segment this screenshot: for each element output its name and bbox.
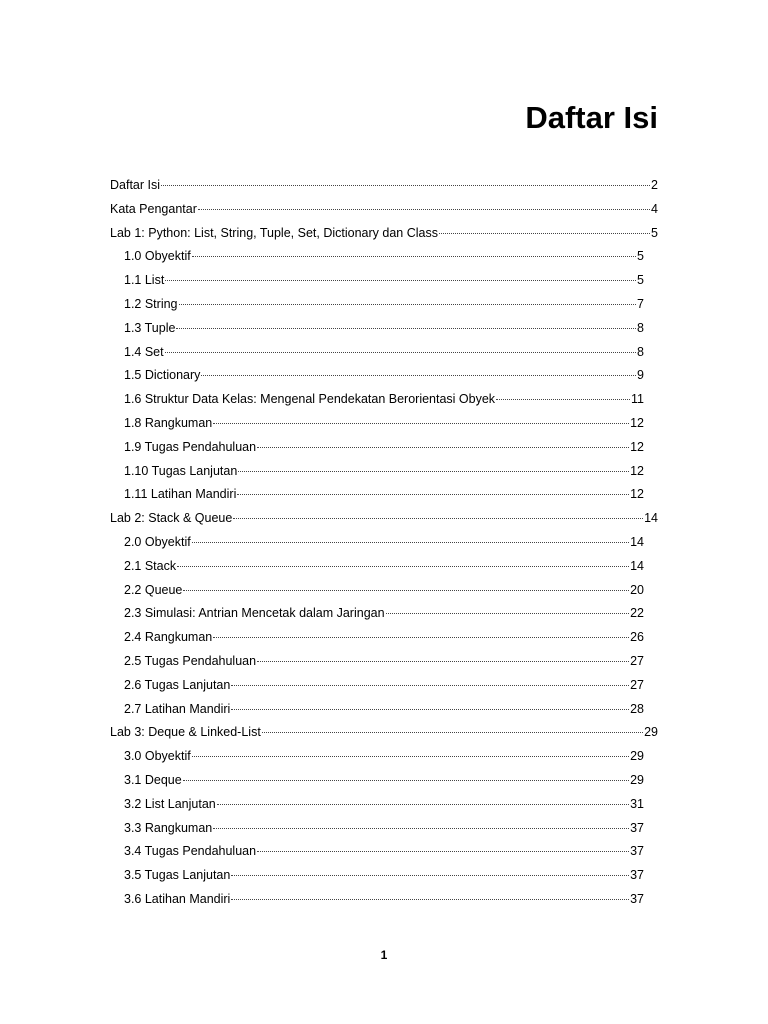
- dot-leader: [192, 255, 636, 257]
- toc-entry-page: 8: [637, 344, 644, 359]
- dot-leader: [257, 660, 629, 662]
- toc-entry-label: 2.4 Rangkuman: [124, 630, 213, 645]
- toc-entry-page: 4: [651, 201, 658, 216]
- toc-entry-label: 3.3 Rangkuman: [124, 820, 213, 835]
- dot-leader: [496, 398, 630, 400]
- toc-entry[interactable]: [110, 198, 658, 222]
- toc-entry-page: 22: [630, 606, 644, 621]
- toc-entry-page: 12: [630, 463, 644, 478]
- toc-entry-page: 5: [651, 225, 658, 240]
- toc-entry[interactable]: [110, 579, 644, 603]
- toc-entry-label: 1.3 Tuple: [124, 320, 176, 335]
- toc-entry-page: 12: [630, 439, 644, 454]
- dot-leader: [237, 493, 629, 495]
- toc-entry[interactable]: [110, 269, 644, 293]
- toc-entry-label: 3.4 Tugas Pendahuluan: [124, 844, 257, 859]
- dot-leader: [217, 803, 629, 805]
- toc-entry[interactable]: [110, 293, 644, 317]
- toc-entry-label: 3.6 Latihan Mandiri: [124, 891, 231, 906]
- toc-entry-label: 1.1 List: [124, 273, 165, 288]
- dot-leader: [231, 684, 629, 686]
- toc-entry[interactable]: [110, 650, 644, 674]
- dot-leader: [176, 327, 636, 329]
- toc-entry-label: 2.6 Tugas Lanjutan: [124, 677, 231, 692]
- dot-leader: [231, 708, 629, 710]
- toc-entry-page: 14: [630, 534, 644, 549]
- toc-entry-label: 2.2 Queue: [124, 582, 183, 597]
- toc-entry-label: Lab 2: Stack & Queue: [110, 511, 233, 526]
- toc-entry-label: 1.0 Obyektif: [124, 249, 191, 264]
- toc-entry-page: 5: [637, 249, 644, 264]
- toc-entry-label: 1.8 Rangkuman: [124, 415, 213, 430]
- toc-entry-page: 31: [630, 796, 644, 811]
- toc-entry-label: 2.7 Latihan Mandiri: [124, 701, 231, 716]
- toc-entry-label: 1.6 Struktur Data Kelas: Mengenal Pendekatan Berorientasi Obyek: [124, 392, 496, 407]
- toc-entry-page: 5: [637, 273, 644, 288]
- toc-entry-label: Lab 1: Python: List, String, Tuple, Set, Dictionary dan Class: [110, 225, 438, 240]
- toc-entry[interactable]: [110, 483, 644, 507]
- toc-entry-label: 1.5 Dictionary: [124, 368, 201, 383]
- toc-entry[interactable]: [110, 364, 644, 388]
- table-of-contents: [110, 174, 658, 912]
- toc-entry[interactable]: [110, 793, 644, 817]
- dot-leader: [257, 446, 629, 448]
- toc-entry-page: 11: [631, 392, 644, 407]
- toc-entry[interactable]: [110, 745, 644, 769]
- dot-leader: [231, 874, 629, 876]
- toc-entry-page: 26: [630, 630, 644, 645]
- dot-leader: [257, 850, 629, 852]
- toc-entry-page: 28: [630, 701, 644, 716]
- toc-entry[interactable]: [110, 769, 644, 793]
- dot-leader: [439, 232, 650, 234]
- dot-leader: [165, 279, 636, 281]
- toc-entry[interactable]: [110, 602, 644, 626]
- toc-entry-label: 1.11 Latihan Mandiri: [124, 487, 237, 502]
- dot-leader: [213, 636, 629, 638]
- toc-entry-page: 27: [630, 677, 644, 692]
- toc-entry[interactable]: [110, 341, 644, 365]
- toc-entry-page: 29: [644, 725, 658, 740]
- toc-entry-page: 29: [630, 749, 644, 764]
- toc-entry-label: Kata Pengantar: [110, 201, 197, 216]
- toc-entry-label: 2.5 Tugas Pendahuluan: [124, 653, 257, 668]
- dot-leader: [161, 184, 650, 186]
- toc-entry-label: 1.2 String: [124, 296, 178, 311]
- page-number: 1: [380, 948, 388, 962]
- dot-leader: [192, 755, 629, 757]
- toc-entry[interactable]: [110, 317, 644, 341]
- toc-entry-page: 37: [630, 891, 644, 906]
- toc-entry[interactable]: [110, 864, 644, 888]
- toc-entry[interactable]: [110, 626, 644, 650]
- toc-entry[interactable]: [110, 840, 644, 864]
- dot-leader: [238, 470, 629, 472]
- toc-entry[interactable]: [110, 388, 644, 412]
- toc-entry[interactable]: [110, 174, 658, 198]
- toc-entry-label: 3.1 Deque: [124, 772, 182, 787]
- toc-entry-label: 2.1 Stack: [124, 558, 177, 573]
- toc-entry[interactable]: [110, 436, 644, 460]
- toc-entry[interactable]: [110, 555, 644, 579]
- toc-entry-label: 1.9 Tugas Pendahuluan: [124, 439, 257, 454]
- toc-entry[interactable]: [110, 721, 658, 745]
- toc-entry[interactable]: [110, 817, 644, 841]
- toc-entry-page: 12: [630, 415, 644, 430]
- toc-entry-page: 9: [637, 368, 644, 383]
- toc-entry[interactable]: [110, 412, 644, 436]
- toc-entry-label: Daftar Isi: [110, 178, 161, 192]
- toc-entry-label: 3.0 Obyektif: [124, 749, 191, 764]
- toc-entry-page: 37: [630, 868, 644, 883]
- toc-entry[interactable]: [110, 698, 644, 722]
- dot-leader: [233, 517, 643, 519]
- toc-entry-page: 8: [637, 320, 644, 335]
- toc-entry-page: 27: [630, 653, 644, 668]
- dot-leader: [231, 898, 629, 900]
- toc-entry-page: 14: [630, 558, 644, 573]
- toc-entry-label: 1.10 Tugas Lanjutan: [124, 463, 238, 478]
- toc-entry-label: 3.5 Tugas Lanjutan: [124, 868, 231, 883]
- dot-leader: [201, 374, 636, 376]
- toc-entry-label: 3.2 List Lanjutan: [124, 796, 216, 811]
- dot-leader: [183, 779, 629, 781]
- toc-entry-page: 29: [630, 772, 644, 787]
- toc-entry-label: 2.3 Simulasi: Antrian Mencetak dalam Jaringan: [124, 606, 385, 621]
- toc-entry[interactable]: [110, 888, 644, 912]
- dot-leader: [183, 589, 629, 591]
- page-title: Daftar Isi: [525, 100, 658, 135]
- toc-entry-page: 7: [637, 296, 644, 311]
- toc-entry[interactable]: [110, 245, 644, 269]
- toc-entry-page: 20: [630, 582, 644, 597]
- toc-entry-page: 37: [630, 844, 644, 859]
- toc-entry[interactable]: [110, 531, 644, 555]
- toc-entry-page: 12: [630, 487, 644, 502]
- dot-leader: [262, 731, 643, 733]
- toc-entry-label: Lab 3: Deque & Linked-List: [110, 725, 261, 740]
- toc-entry[interactable]: [110, 222, 658, 246]
- dot-leader: [213, 422, 629, 424]
- toc-entry-page: 37: [630, 820, 644, 835]
- dot-leader: [386, 612, 630, 614]
- dot-leader: [177, 565, 629, 567]
- dot-leader: [198, 208, 650, 210]
- toc-entry[interactable]: [110, 507, 658, 531]
- dot-leader: [165, 351, 636, 353]
- toc-entry[interactable]: [110, 460, 644, 484]
- dot-leader: [179, 303, 637, 305]
- toc-entry-label: 2.0 Obyektif: [124, 534, 191, 549]
- toc-entry-label: 1.4 Set: [124, 344, 164, 359]
- dot-leader: [192, 541, 629, 543]
- toc-entry-page: 14: [644, 511, 658, 526]
- dot-leader: [213, 827, 629, 829]
- toc-entry-page: 2: [651, 178, 658, 192]
- toc-entry[interactable]: [110, 674, 644, 698]
